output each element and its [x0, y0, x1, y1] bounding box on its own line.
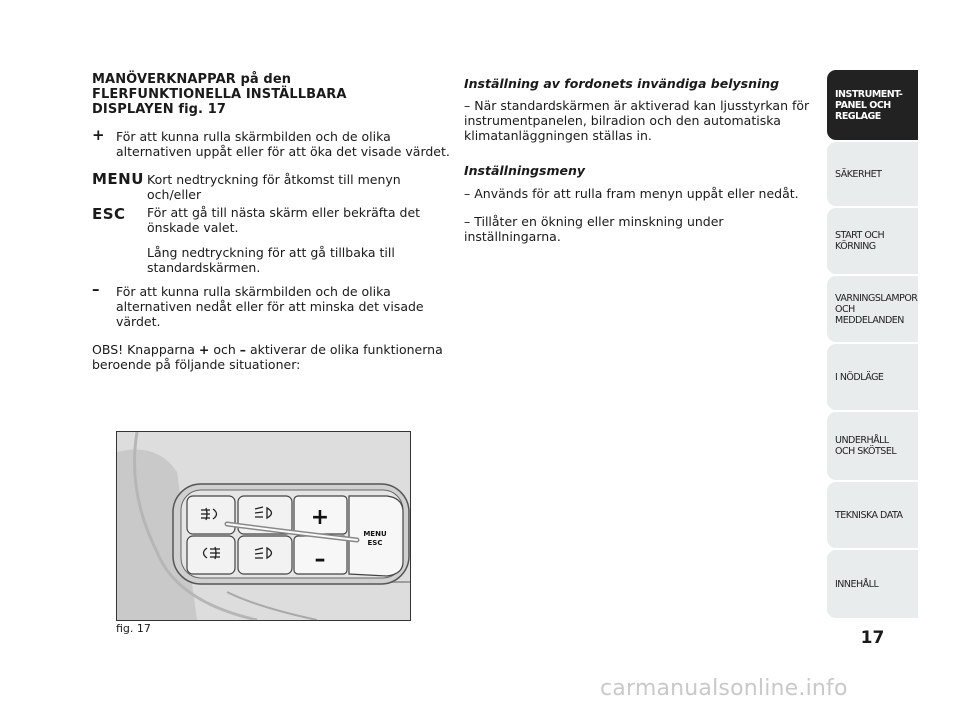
sidebar-tab-warning-lights[interactable]: VARNINGSLAMPOR OCH MEDDELANDEN [827, 276, 918, 342]
settings-menu-text-1: – Används för att rulla fram menyn uppåt eller nedåt. [464, 186, 799, 201]
plus-symbol: + [92, 126, 105, 144]
settings-menu-text-2: – Tillåter en ökning eller minskning under inställningarna. [464, 214, 724, 244]
watermark: carmanualsonline.info [600, 676, 848, 701]
section-heading: MANÖVERKNAPPAR på den FLERFUNKTIONELLA INSTÄLLBARA DISPLAYEN fig. 17 [92, 72, 347, 117]
sidebar-tab-contents[interactable]: INNEHÅLL [827, 550, 918, 618]
minus-description: För att kunna rulla skärmbilden och de olika alternativen nedåt eller för att minska det visade värdet. [116, 284, 424, 329]
button-panel-illustration [117, 432, 410, 620]
plus-description: För att kunna rulla skärmbilden och de olika alternativen uppåt eller för att öka det visade värdet. [116, 129, 450, 159]
obs-note: OBS! Knapparna + och – aktiverar de olika funktionerna beroende på följande situationer: [92, 342, 443, 372]
long-press-description: Lång nedtryckning för att gå tillbaka till standardskärmen. [147, 245, 395, 275]
sidebar-tab-instrument-panel[interactable]: INSTRUMENT- PANEL OCH REGLAGE [827, 70, 918, 140]
lighting-heading: Inställning av fordonets invändiga belysning [464, 76, 780, 91]
esc-description: För att gå till nästa skärm eller bekräfta det önskade valet. [147, 205, 421, 235]
minus-symbol: – [92, 280, 100, 298]
sidebar-tab-maintenance[interactable]: UNDERHÅLL OCH SKÖTSEL [827, 412, 918, 480]
sidebar-tab-safety[interactable]: SÄKERHET [827, 142, 918, 206]
menu-symbol: MENU [92, 170, 144, 188]
menu-description: Kort nedtryckning för åtkomst till menyn och/eller [147, 172, 401, 202]
sidebar-tab-emergency[interactable]: I NÖDLÄGE [827, 344, 918, 410]
minus-key: – [314, 547, 326, 572]
menu-key-label: MENU [363, 530, 387, 538]
settings-menu-heading: Inställningsmeny [464, 163, 585, 178]
button-panel-figure [116, 431, 411, 621]
sidebar-tab-technical-data[interactable]: TEKNISKA DATA [827, 482, 918, 548]
page-number: 17 [860, 628, 885, 648]
sidebar-tab-starting-driving[interactable]: START OCH KÖRNING [827, 208, 918, 274]
lighting-text: – När standardskärmen är aktiverad kan ljusstyrkan för instrumentpanelen, bilradion och den automatiska klimatanläggningen ställas in. [464, 98, 810, 143]
figure-caption: fig. 17 [116, 622, 151, 635]
esc-symbol: ESC [92, 205, 126, 223]
plus-key: + [310, 505, 330, 530]
esc-key-label: ESC [367, 539, 383, 547]
